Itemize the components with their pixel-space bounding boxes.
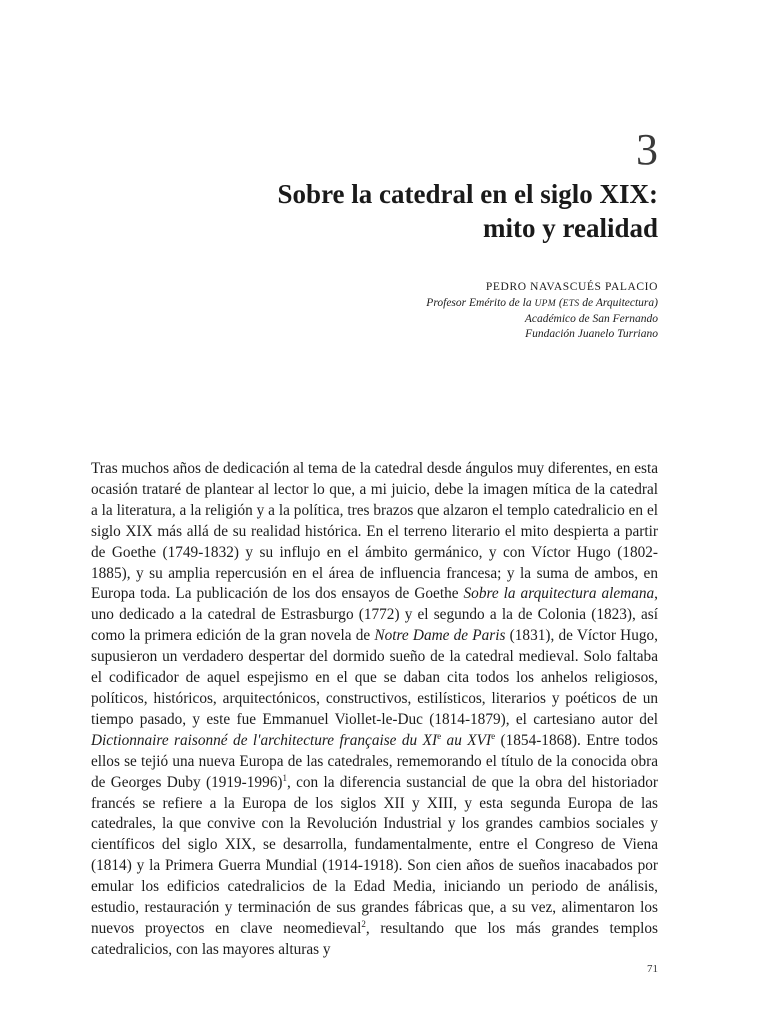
body-text-run: (1854-1868). Entre todos ellos se tejió una nueva Europa de las catedrales, rememorando el título de la conocida obra de Georges Duby (1919-1996) bbox=[91, 731, 658, 791]
body-italic-title: au XVI bbox=[441, 731, 492, 749]
author-affiliation-1 bbox=[426, 296, 658, 312]
superscript: e bbox=[437, 730, 442, 741]
affiliation-acronym-upm: UPM bbox=[534, 299, 556, 309]
author-block bbox=[426, 280, 658, 342]
page-number: 71 bbox=[647, 963, 658, 975]
chapter-title-line-2: mito y realidad bbox=[483, 213, 658, 243]
author-name: PEDRO NAVASCUÉS PALACIO bbox=[485, 281, 658, 293]
affiliation-text: ( bbox=[555, 297, 563, 309]
author-affiliation-3: Fundación Juanelo Turriano bbox=[525, 328, 658, 340]
body-text-run: , con la diferencia sustancial de que la obra del historiador francés se refiere a la Europa de los siglos XII y XIII, y esta segunda Europa de las catedrales, la que convive con la Revolución Industrial y los grandes cambios sociales y científicos del siglo XIX, se desarrolla, fundamentalmente, entre el Congreso de Viena (1814) y la Primera Guerra Mundial (1914-1918). Son cien años de sueños inacabados por emular los edificios catedralicios de la Edad Media, iniciando un periodo de análisis, estudio, restauración y terminación de sus grandes fábricas que, a su vez, alimentaron los nuevos proyectos en clave neomedieval bbox=[91, 773, 658, 937]
chapter-number: 3 bbox=[636, 125, 658, 174]
body-italic-title: Sobre la arquitectura alemana bbox=[463, 585, 655, 603]
footnote-ref-1[interactable]: 1 bbox=[282, 772, 287, 783]
author-affiliation-2: Académico de San Fernando bbox=[524, 313, 658, 325]
chapter-title bbox=[138, 177, 658, 245]
affiliation-text: de Arquitectura) bbox=[579, 297, 658, 309]
body-italic-title: Notre Dame de Paris bbox=[374, 627, 506, 645]
body-text-run: Tras muchos años de dedicación al tema de la catedral desde ángulos muy diferentes, en esta ocasión trataré de plantear al lector lo que, a mi juicio, debe la imagen mítica de la catedral a la literatura, a la religión y a la política, tres brazos que alzaron el templo catedralicio en el siglo XIX más allá de su realidad histórica. En el terreno literario el mito despierta a partir de Goethe (1749-1832) y su influjo en el ámbito germánico, y con Víctor Hugo (1802-1885), y su amplia repercusión en el área de influencia francesa; y la suma de ambos, en Europa toda. La publicación de los dos ensayos de Goethe bbox=[91, 460, 658, 603]
affiliation-acronym-ets: ETS bbox=[562, 299, 580, 309]
chapter-title-line-1: Sobre la catedral en el siglo XIX: bbox=[277, 179, 658, 209]
body-paragraph bbox=[91, 459, 658, 961]
superscript: e bbox=[491, 730, 496, 741]
body-italic-title: Dictionnaire raisonné de l'architecture française du XI bbox=[91, 731, 438, 749]
body-text-run: (1831), de Víctor Hugo, supusieron un verdadero despertar del dormido sueño de la catedral medieval. Solo faltaba el codificador de aquel espejismo en el que se daban cita todos los anhelos religiosos, políticos, históricos, arquitectónicos, constructivos, estilísticos, literarios y poéticos de un tiempo pasado, y este fue Emmanuel Viollet-le-Duc (1814-1879), el cartesiano autor del bbox=[91, 627, 658, 728]
affiliation-text: Profesor Emérito de la bbox=[426, 297, 535, 309]
footnote-ref-2[interactable]: 2 bbox=[361, 918, 366, 929]
body-text-run: , uno dedicado a la catedral de Estrasburgo (1772) y el segundo a la de Colonia (1823), así como la primera edición de la gran novela de bbox=[91, 585, 658, 645]
body-text-run: , resultando que los más grandes templos catedralicios, con las mayores alturas y bbox=[91, 919, 658, 958]
